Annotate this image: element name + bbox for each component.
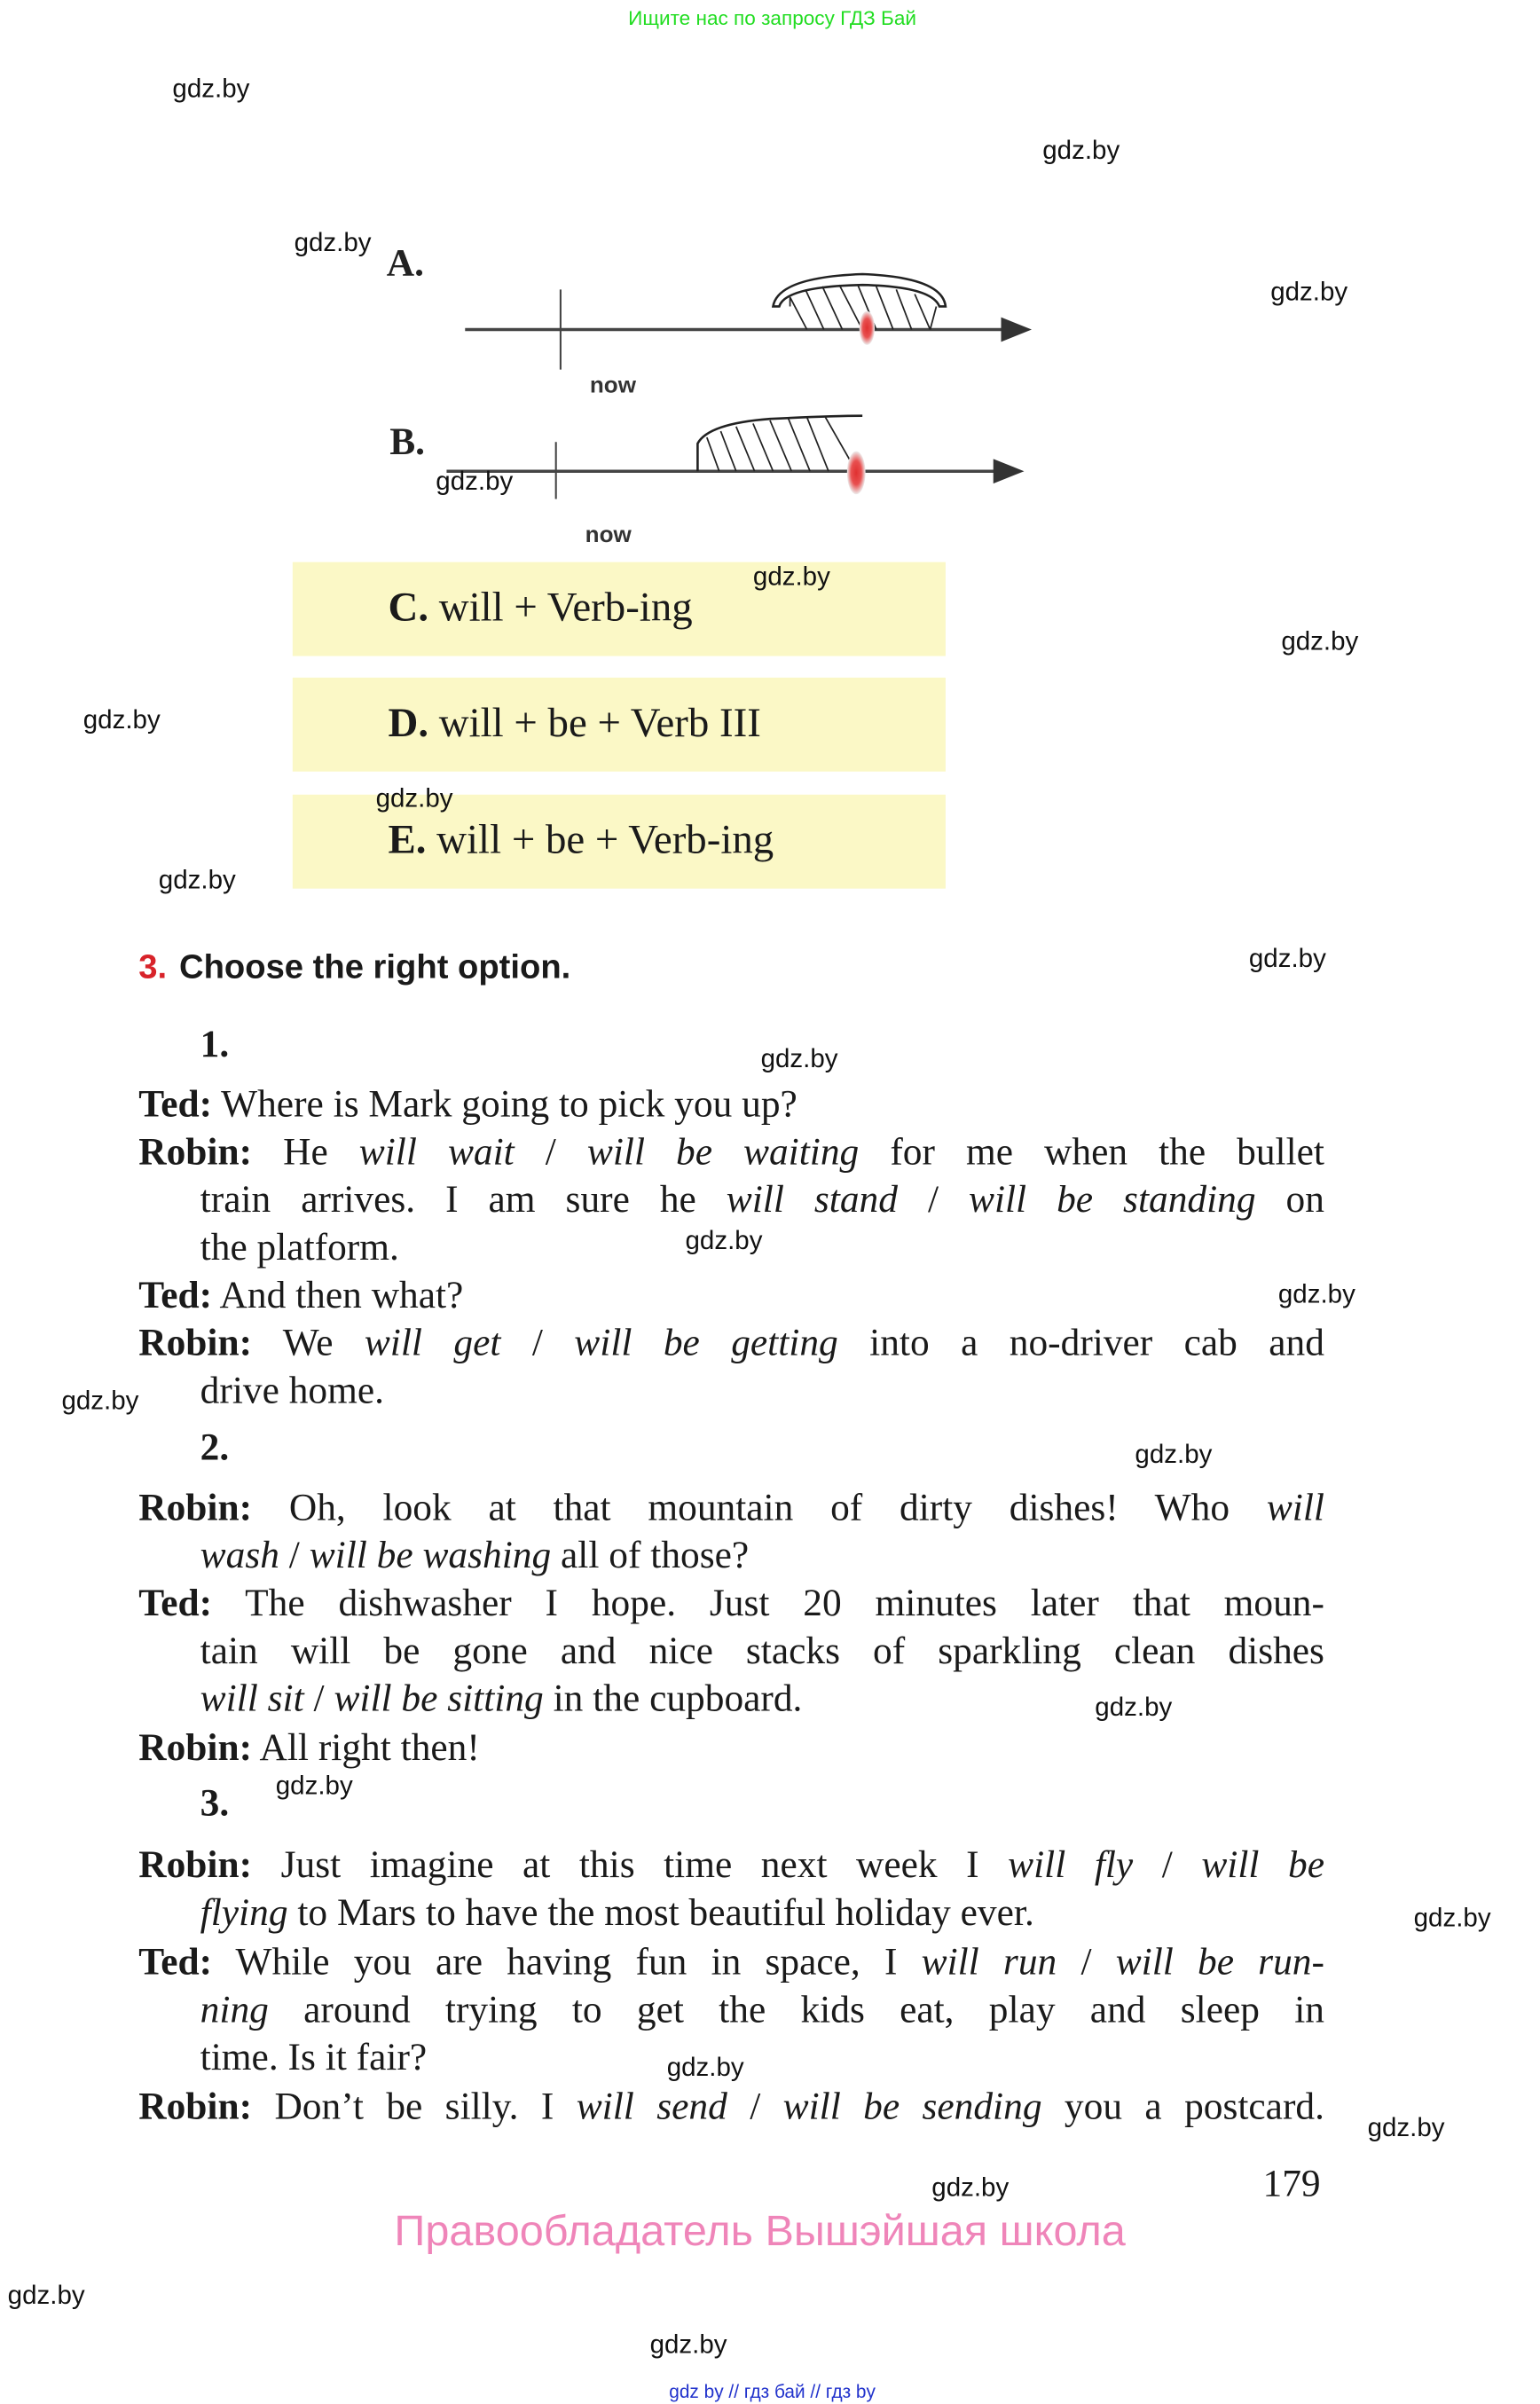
gdz-watermark: gdz.by [1277,1279,1355,1309]
dialogue-text: around trying to get the kids eat, play and sleep in [268,1989,1324,2031]
dialogue-text: And then what? [212,1275,464,1317]
dialogue-text: time. Is it fair? [200,2037,428,2079]
answer-option[interactable]: will wait [358,1131,515,1174]
formula-letter: C. [388,583,429,631]
speaker-name: Ted: [138,1084,213,1127]
gdz-watermark: gdz.by [752,562,830,592]
gdz-watermark: gdz.by [649,2329,727,2360]
dialogue-text: in the cupboard. [543,1678,803,1721]
answer-option[interactable]: will stand [726,1179,898,1222]
dialogue-line [138,1940,1324,1986]
dialogue-text: drive home. [200,1371,384,1412]
formula-letter: D. [388,699,429,746]
timeline-diagrams [0,0,1540,924]
gdz-watermark: gdz.by [685,1225,763,1255]
gdz-watermark: gdz.by [7,2281,85,2310]
diagram-a-now-label: now [589,373,636,399]
formula-box-c [293,562,946,656]
dialogue-text: All right then! [252,1727,480,1770]
dialogue-text: train arrives. I am sure he [200,1179,727,1222]
dialogue-text: Don’t be silly. I [252,2086,577,2129]
dialogue-text: tain will be gone and nice stacks of sparkling clean dishes [200,1630,1324,1673]
dialogue-text: to Mars to have the most beautiful holiday ever. [287,1892,1034,1935]
gdz-watermark: gdz.by [1135,1440,1213,1470]
dialogue-line [200,2036,1324,2082]
dialogue-text: / [500,1323,575,1365]
dialogue-line [138,1321,1324,1367]
gdz-watermark: gdz.by [760,1044,838,1073]
gdz-watermark: gdz.by [666,2053,744,2083]
speaker-name: Ted: [138,1942,213,1984]
dialogue-line [200,1369,1324,1415]
dialogue-line [200,1534,1324,1580]
dialogue-text: for me when the bullet [859,1131,1324,1174]
gdz-watermark: gdz.by [436,467,514,496]
dialogue-text: Oh, look at that mountain of dirty dishes! Who [252,1487,1267,1529]
gdz-watermark: gdz.by [158,865,236,895]
answer-option[interactable]: ning [200,1989,269,2031]
dialogue-text: the platform. [200,1227,399,1269]
answer-option[interactable]: will be getting [574,1323,838,1365]
dialogue-line [200,1178,1324,1224]
gdz-watermark: gdz.by [931,2172,1010,2203]
speaker-name: Ted: [138,1583,213,1625]
answer-option[interactable]: will be sending [782,2086,1042,2129]
dialogue-text: / [514,1131,587,1174]
answer-option[interactable]: wash [200,1535,279,1577]
dialogue-text: on [1255,1179,1324,1222]
gdz-watermark: gdz.by [1413,1903,1491,1933]
diagram-b-now-label: now [585,522,632,549]
answer-option[interactable]: will be sitting [334,1678,544,1721]
dialogue-line [200,1630,1324,1676]
formula-letter: E. [388,816,427,863]
diagram-b-label: B. [389,421,426,464]
gdz-watermark: gdz.by [1281,626,1359,656]
answer-option[interactable]: will be waiting [586,1131,860,1174]
dialogue-text: While you are having fun in space, I [212,1942,922,1984]
answer-option[interactable]: flying [200,1892,288,1935]
dialogue-text: / [303,1678,334,1721]
speaker-name: Robin: [138,1323,253,1365]
dialogue-line [138,2086,1324,2132]
answer-option[interactable]: will be washing [309,1535,552,1577]
gdz-watermark: gdz.by [82,705,161,735]
dialogue-text: / [727,2086,783,2129]
dialogue-line [138,1582,1324,1628]
speaker-name: Robin: [138,2086,253,2129]
answer-option[interactable]: will be standing [968,1179,1256,1222]
page-number: 179 [1262,2164,1321,2205]
gdz-watermark: gdz.by [294,227,372,257]
gdz-watermark: gdz.by [61,1386,139,1416]
gdz-watermark: gdz.by [1042,135,1120,165]
exercise-title: Choose the right option. [178,947,571,986]
answer-option[interactable]: will run [921,1942,1057,1984]
answer-option[interactable]: will be [1201,1844,1324,1887]
dialogue-line [138,1486,1324,1532]
dialogue-text: all of those? [551,1535,750,1577]
dialogue-text: into a no-driver cab and [837,1323,1324,1365]
dialogue-text: Just imagine at this time next week I [252,1844,1009,1887]
speaker-name: Robin: [138,1131,253,1174]
dialogue-text: you a postcard. [1041,2086,1324,2129]
gdz-watermark: gdz.by [1095,1692,1173,1722]
answer-option[interactable]: will get [364,1323,501,1365]
dialogue-text: / [279,1535,310,1577]
speaker-name: Robin: [138,1844,253,1887]
dialogue-number: 3. [200,1783,230,1826]
gdz-watermark: gdz.by [1270,277,1348,307]
dialogue-text: / [1133,1844,1202,1887]
dialogue-number: 2. [200,1427,230,1470]
dialogue-line [200,1891,1324,1937]
gdz-watermark: gdz.by [172,74,250,104]
dialogue-line [138,1082,1324,1128]
dialogue-line [138,1130,1324,1176]
formula-text: will + Verb-ing [428,583,693,631]
gdz-watermark: gdz.by [1367,2112,1445,2142]
speaker-name: Robin: [138,1727,253,1770]
search-promo-link[interactable]: Ищите нас по запросу ГДЗ Бай [628,5,917,29]
diagram-a-label: A. [386,243,424,286]
dialogue-text: We [252,1323,365,1365]
answer-option[interactable]: will send [576,2086,727,2129]
exercise-number: 3. [138,947,168,986]
formula-box-d [293,678,946,772]
dialogue-line [138,1274,1324,1320]
gdz-watermark: gdz.by [1248,944,1326,974]
gdz-watermark: gdz.by [375,783,453,813]
answer-option[interactable]: will fly [1008,1844,1134,1887]
dialogue-number: 1. [200,1024,230,1066]
timeline-b [446,416,1018,499]
speaker-name: Robin: [138,1487,253,1529]
speaker-name: Ted: [138,1275,213,1317]
dialogue-line [138,1843,1324,1889]
footer-links[interactable]: gdz by // гдз бай // гдз by [669,2380,876,2403]
gdz-watermark: gdz.by [275,1771,353,1801]
formula-text: will + be + Verb-ing [426,816,774,863]
dialogue-text: / [1057,1942,1116,1984]
dialogue-text: / [897,1179,969,1222]
dialogue-text: He [252,1131,359,1174]
answer-option[interactable]: will sit [200,1678,304,1721]
dialogue-text: Where is Mark going to pick you up? [212,1084,798,1127]
answer-option[interactable]: will [1266,1487,1324,1529]
copyright-notice: Правообладатель Вышэйшая школа [394,2206,1126,2255]
exercise-heading [138,947,570,987]
formula-text: will + be + Verb III [428,699,761,746]
dialogue-text: The dishwasher I hope. Just 20 minutes later that moun- [212,1583,1324,1625]
answer-option[interactable]: will be run- [1115,1942,1324,1984]
timeline-a [465,274,1025,370]
dialogue-line [138,1726,1324,1772]
dialogue-line [200,1988,1324,2034]
